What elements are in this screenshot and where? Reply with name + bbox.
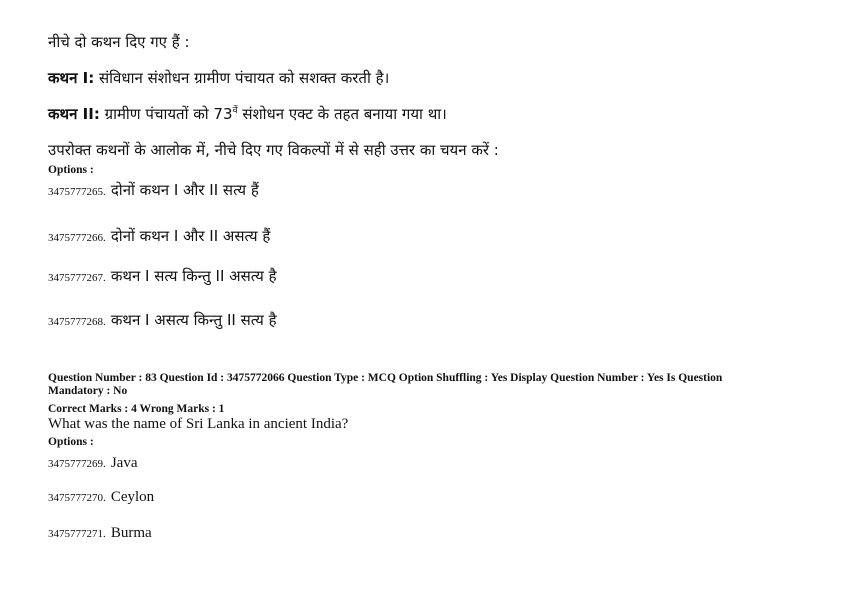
option-id: 3475777266. <box>48 232 106 244</box>
option-text: Burma <box>110 525 152 541</box>
option-id: 3475777265. <box>48 186 106 198</box>
option-id: 3475777270. <box>48 492 106 504</box>
question-text: What was the name of Sri Lanka in ancient India? <box>48 416 349 432</box>
option-text: दोनों कथन I और II सत्य हैं <box>110 181 259 199</box>
question-prompt: उपरोक्त कथनों के आलोक में, नीचे दिए गए विकल्पों में से सही उत्तर का चयन करें : <box>48 141 499 159</box>
option-text: दोनों कथन I और II असत्य हैं <box>110 227 271 245</box>
statement-2-superscript: वें <box>232 106 238 116</box>
option-text: Ceylon <box>110 489 155 505</box>
option-text: कथन I असत्य किन्तु II सत्य है <box>110 311 277 329</box>
statement-1 <box>48 68 389 88</box>
option-row[interactable] <box>48 180 259 200</box>
statement-2-text-after: संशोधन एक्ट के तहत बनाया गया था। <box>237 105 447 123</box>
option-id: 3475777269. <box>48 458 106 470</box>
statement-2-text-before: ग्रामीण पंचायतों को 73 <box>104 105 233 123</box>
instruction-text: नीचे दो कथन दिए गए हैं : <box>48 33 190 51</box>
option-id: 3475777268. <box>48 316 106 328</box>
option-row[interactable] <box>48 452 138 472</box>
statement-1-text: संविधान संशोधन ग्रामीण पंचायत को सशक्त करती है। <box>99 69 390 87</box>
statement-2 <box>48 104 447 124</box>
option-id: 3475777271. <box>48 528 106 540</box>
option-row[interactable] <box>48 486 154 506</box>
statement-1-label: कथन I: <box>48 69 95 87</box>
option-id: 3475777267. <box>48 272 106 284</box>
question-meta: Question Number : 83 Question Id : 3475772066 Question Type : MCQ Option Shuffling : Yes Display Question Number : Yes Is Question Mandatory : No <box>48 372 723 397</box>
option-text: Java <box>110 455 138 471</box>
option-row[interactable] <box>48 266 277 286</box>
option-row[interactable] <box>48 522 152 542</box>
marks-info: Correct Marks : 4 Wrong Marks : 1 <box>48 403 225 415</box>
option-row[interactable] <box>48 226 270 246</box>
options-heading: Options : <box>48 164 94 176</box>
option-text: कथन I सत्य किन्तु II असत्य है <box>110 267 277 285</box>
options-heading: Options : <box>48 436 94 448</box>
option-row[interactable] <box>48 310 277 330</box>
statement-2-label: कथन II: <box>48 105 100 123</box>
